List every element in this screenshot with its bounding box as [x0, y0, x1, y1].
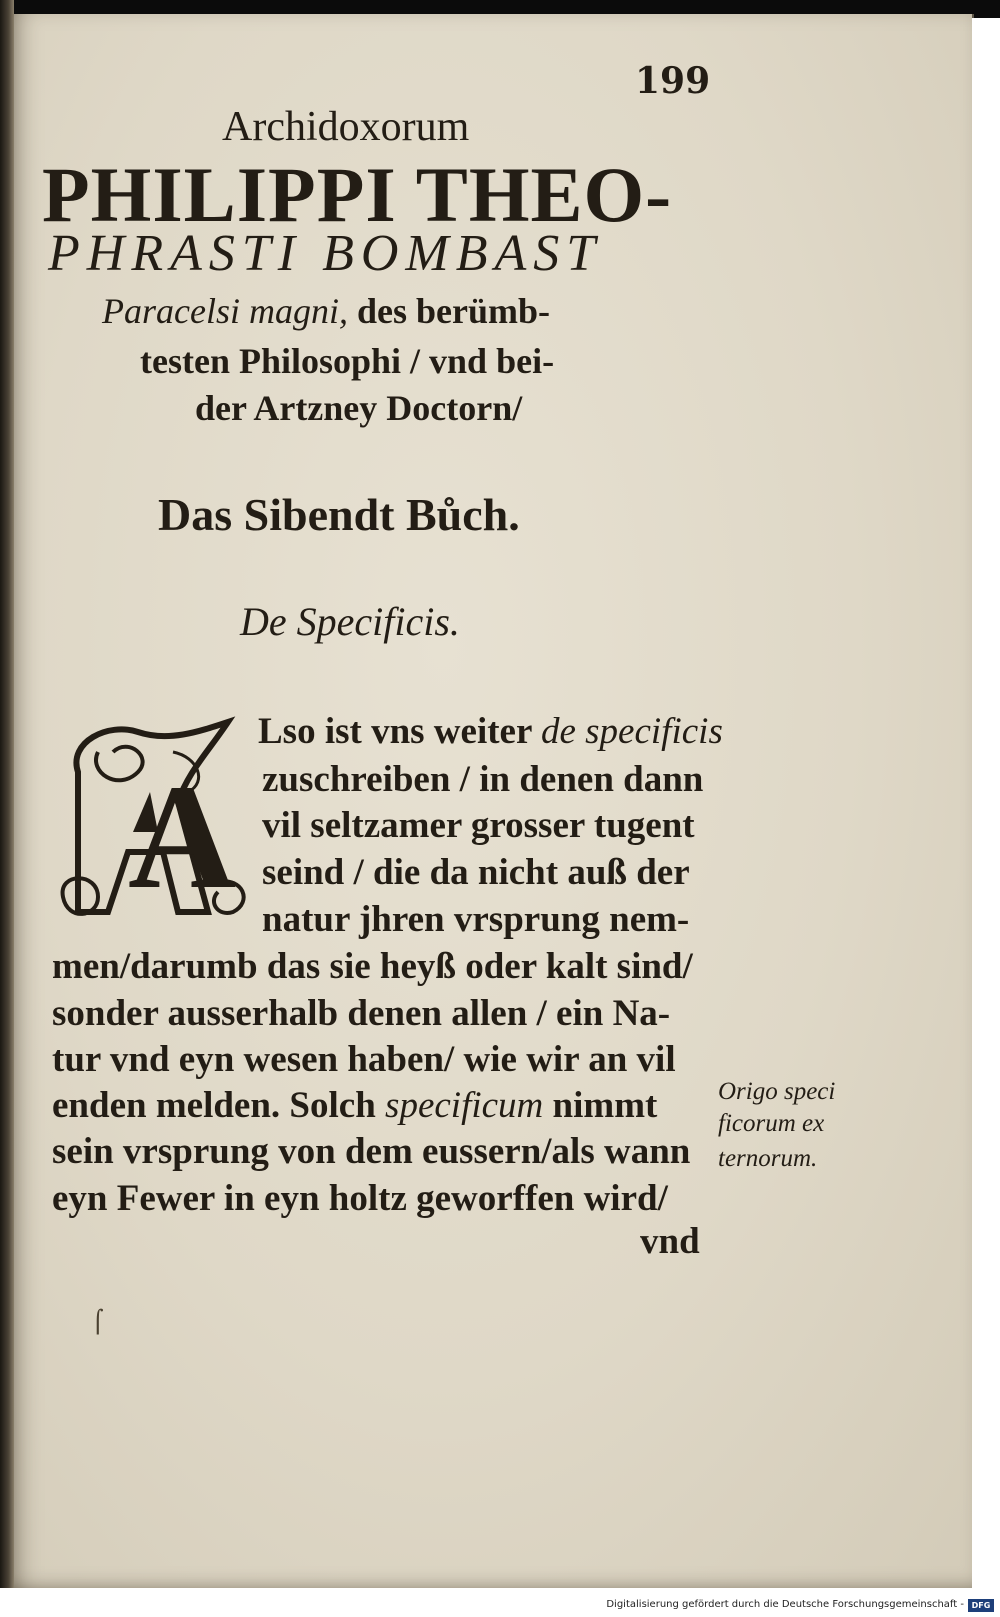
body-line-9-latin: specificum: [385, 1085, 544, 1126]
scan-right-margin: [972, 18, 1000, 1600]
body-line-11: eyn Fewer in eyn holtz geworffen wird/: [52, 1178, 668, 1219]
title-line-4: [102, 290, 550, 332]
body-line-10: sein vrsprung von dem eussern/als wann: [52, 1131, 691, 1172]
body-line-5: natur jhren vrsprung nem-: [262, 899, 690, 940]
title-line-5: testen Philosophi / vnd bei-: [140, 341, 555, 381]
title-line-2: PHILIPPI THEO-: [42, 151, 673, 238]
digitization-credit: Digitalisierung gefördert durch die Deutsche Forschungsgemeinschaft -: [606, 1599, 964, 1610]
body-line-1-text: Lso ist vns weiter: [258, 711, 541, 752]
title-line-4-italic: Paracelsi magni,: [102, 291, 348, 331]
paper-mark: ⌠: [92, 1310, 104, 1335]
page-number: 199: [635, 60, 711, 102]
drop-cap-ornament: [58, 712, 258, 932]
body-line-9-end: nimmt: [543, 1085, 658, 1126]
marginal-note-line-3: ternorum.: [718, 1145, 818, 1172]
section-title: De Specificis.: [240, 599, 460, 644]
body-line-4: seind / die da nicht auß der: [262, 852, 690, 893]
body-line-9-text: enden melden. Solch: [52, 1085, 386, 1126]
title-line-3: PHRASTI BOMBAST: [48, 225, 603, 282]
title-line-6: der Artzney Doctorn/: [195, 388, 523, 428]
title-line-4-bold: des berümb-: [347, 291, 550, 331]
body-line-8: tur vnd eyn wesen haben/ wie wir an vil: [52, 1039, 676, 1080]
catchword: vnd: [640, 1221, 700, 1262]
drop-cap-letter: A: [128, 754, 237, 920]
body-line-3: vil seltzamer grosser tugent: [262, 805, 695, 846]
marginal-note-line-1: Origo speci: [718, 1078, 836, 1105]
title-line-1: Archidoxorum: [222, 104, 470, 150]
body-line-1: [258, 710, 723, 753]
dfg-logo: DFG: [968, 1599, 994, 1612]
body-line-7: sonder ausserhalb denen allen / ein Na-: [52, 993, 671, 1034]
body-line-1-latin: de specificis: [540, 711, 723, 752]
body-line-6: men/darumb das sie heyß oder kalt sind/: [52, 946, 693, 987]
book-heading: Das Sibendt Bůch.: [158, 489, 520, 540]
marginal-note-line-2: ficorum ex: [718, 1110, 825, 1137]
body-line-9: [52, 1084, 657, 1127]
body-line-2: zuschreiben / in denen dann: [262, 759, 704, 800]
book-spine-shadow: [0, 0, 14, 1600]
